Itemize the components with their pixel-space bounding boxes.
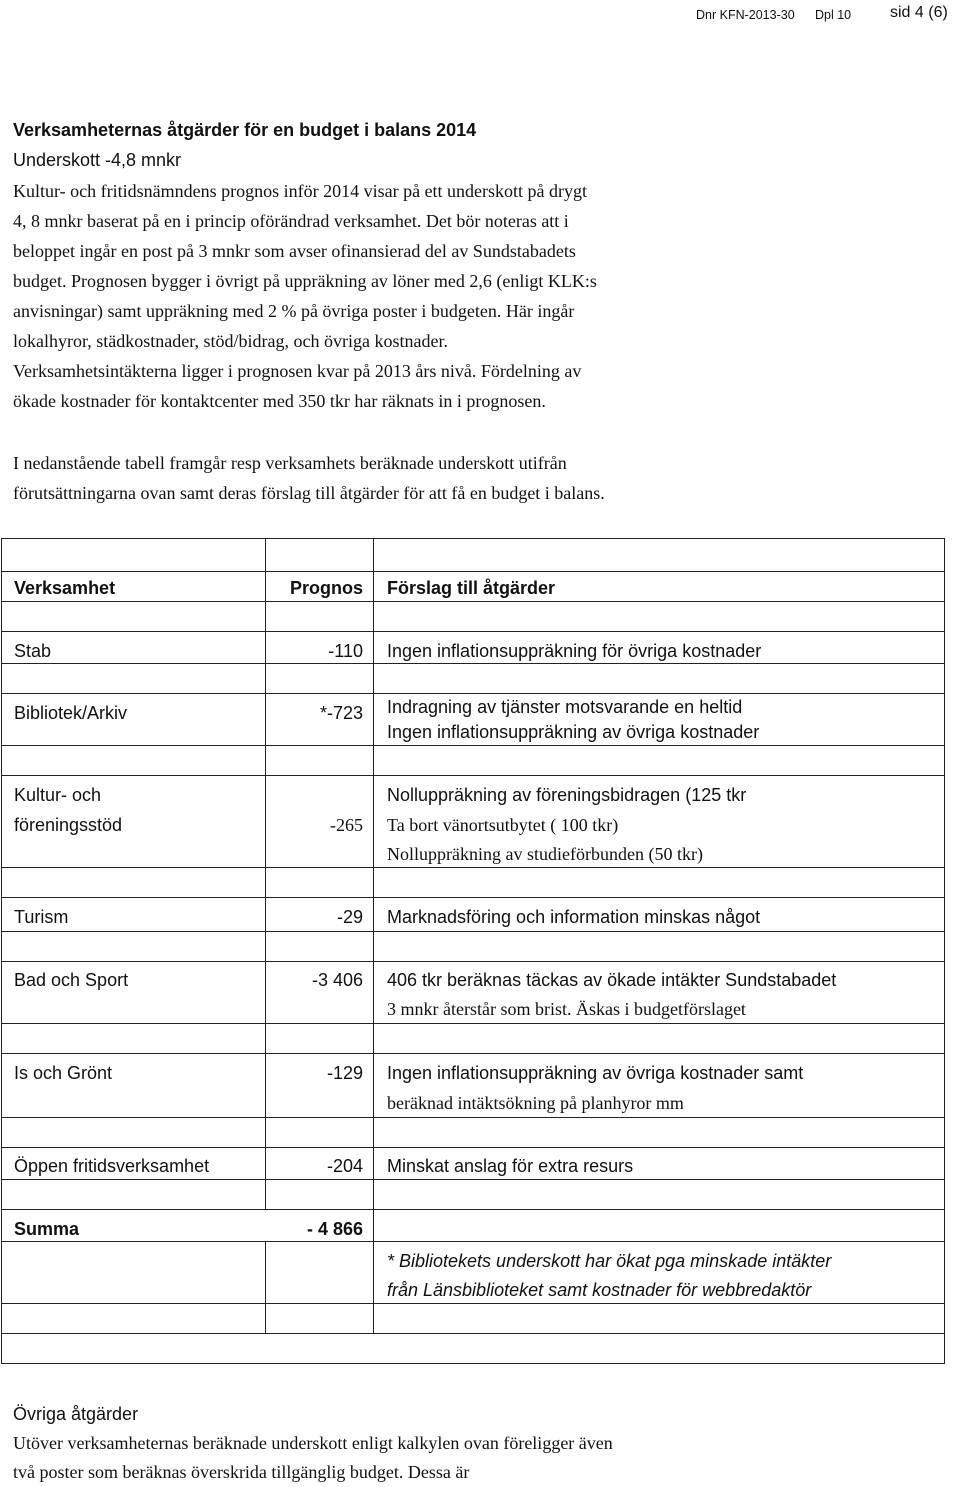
- row-atgard: Ingen inflationsuppräkning för övriga kostnader: [387, 641, 762, 661]
- table-rule: [2, 745, 944, 746]
- summa-value: - 4 866: [306, 1219, 363, 1239]
- row-verksamhet: Stab: [14, 641, 52, 661]
- table-rule: [2, 631, 944, 632]
- paragraph-line: ökade kostnader för kontaktcenter med 350 tkr har räknats in i prognosen.: [13, 391, 546, 411]
- row-atgard: Minskat anslag för extra resurs: [387, 1156, 634, 1176]
- table-rule: [2, 1179, 944, 1180]
- summa-footnote: * Bibliotekets underskott har ökat pga minskade intäkter: [387, 1251, 832, 1271]
- row-atgard: 406 tkr beräknas täckas av ökade intäkter Sundstabadet: [387, 970, 837, 990]
- row-verksamhet: Kultur- och: [14, 785, 102, 805]
- row-atgard: Indragning av tjänster motsvarande en heltid: [387, 697, 743, 717]
- paragraph-line: förutsättningarna ovan samt deras förslag till åtgärder för att få en budget i balans.: [13, 483, 605, 503]
- paragraph-line: Utöver verksamheternas beräknade underskott enligt kalkylen ovan föreligger även: [13, 1433, 613, 1453]
- table-rule: [2, 1241, 944, 1242]
- table-rule: [2, 931, 944, 932]
- page-number: sid 4 (6): [890, 4, 948, 21]
- table-rule: [2, 1209, 944, 1210]
- section-subheading: Underskott -4,8 mnkr: [13, 150, 182, 170]
- table-rule: [373, 539, 374, 1333]
- row-verksamhet: Turism: [14, 907, 69, 927]
- row-prognos: -3 406: [311, 970, 363, 990]
- document-reference: Dnr KFN-2013-30: [696, 8, 795, 22]
- row-verksamhet: Bibliotek/Arkiv: [14, 703, 128, 723]
- column-header-prognos: Prognos: [289, 578, 363, 598]
- paragraph-line: två poster som beräknas överskrida tillgänglig budget. Dessa är: [13, 1462, 470, 1482]
- paragraph-line: Verksamhetsintäkterna ligger i prognosen kvar på 2013 års nivå. Fördelning av: [13, 361, 582, 381]
- paragraph-line: anvisningar) samt uppräkning med 2 % på övriga poster i budgeten. Här ingår: [13, 301, 575, 321]
- row-prognos: *-723: [319, 703, 363, 723]
- paragraph-line: budget. Prognosen bygger i övrigt på uppräkning av löner med 2,6 (enligt KLK:s: [13, 271, 597, 291]
- table-rule: [2, 1147, 944, 1148]
- row-atgard: Nolluppräkning av studieförbunden (50 tkr): [387, 844, 703, 864]
- row-verksamhet: Öppen fritidsverksamhet: [14, 1156, 210, 1176]
- row-prognos: -265: [330, 815, 363, 835]
- row-atgard: Nolluppräkning av föreningsbidragen (125 tkr: [387, 785, 747, 805]
- row-atgard: beräknad intäktsökning på planhyror mm: [387, 1093, 684, 1113]
- paragraph-line: lokalhyror, städkostnader, stöd/bidrag, och övriga kostnader.: [13, 331, 448, 351]
- table-rule: [265, 539, 266, 1209]
- table-intro-paragraph: [13, 448, 943, 508]
- table-rule: [2, 867, 944, 868]
- row-atgard: Ingen inflationsuppräkning av övriga kostnader samt: [387, 1063, 804, 1083]
- row-atgard: Marknadsföring och information minskas något: [387, 907, 761, 927]
- table-rule: [2, 1303, 944, 1304]
- table-rule: [2, 601, 944, 602]
- table-rule: [2, 571, 944, 572]
- row-verksamhet: Is och Grönt: [14, 1063, 113, 1083]
- column-header-atgarder: Förslag till åtgärder: [387, 578, 556, 598]
- table-rule: [2, 1333, 944, 1334]
- summa-footnote: från Länsbiblioteket samt kostnader för webbredaktör: [387, 1280, 812, 1300]
- table-rule: [2, 1053, 944, 1054]
- column-header-verksamhet: Verksamhet: [14, 578, 116, 598]
- other-measures-title: Övriga åtgärder: [13, 1404, 139, 1424]
- page-header: [0, 4, 960, 28]
- table-rule: [2, 693, 944, 694]
- summa-label: Summa: [14, 1219, 80, 1239]
- budget-table: [1, 538, 945, 1364]
- row-atgard: Ingen inflationsuppräkning av övriga kostnader: [387, 722, 760, 742]
- table-rule: [2, 1023, 944, 1024]
- row-atgard: 3 mnkr återstår som brist. Äskas i budgetförslaget: [387, 999, 746, 1019]
- section-heading: Verksamheternas åtgärder för en budget i balans 2014: [13, 120, 477, 140]
- table-rule: [2, 775, 944, 776]
- intro-paragraph: [13, 176, 943, 416]
- paragraph-line: I nedanstående tabell framgår resp verksamhets beräknade underskott utifrån: [13, 453, 567, 473]
- row-verksamhet: Bad och Sport: [14, 970, 129, 990]
- document-dpl: Dpl 10: [815, 8, 852, 22]
- row-prognos: -129: [326, 1063, 363, 1083]
- table-rule: [265, 1241, 266, 1333]
- row-atgard: Ta bort vänortsutbytet ( 100 tkr): [387, 815, 619, 835]
- paragraph-line: 4, 8 mnkr baserat på en i princip oförändrad verksamhet. Det bör noteras att i: [13, 211, 569, 231]
- other-measures: [13, 1400, 943, 1487]
- row-prognos: -29: [336, 907, 363, 927]
- row-prognos: -110: [328, 641, 363, 661]
- paragraph-line: beloppet ingår en post på 3 mnkr som avser ofinansierad del av Sundstabadets: [13, 241, 576, 261]
- table-rule: [2, 961, 944, 962]
- row-verksamhet: föreningsstöd: [14, 815, 123, 835]
- paragraph-line: Kultur- och fritidsnämndens prognos inför 2014 visar på ett underskott på drygt: [13, 181, 588, 201]
- table-rule: [2, 1117, 944, 1118]
- row-prognos: -204: [326, 1156, 363, 1176]
- table-rule: [2, 897, 944, 898]
